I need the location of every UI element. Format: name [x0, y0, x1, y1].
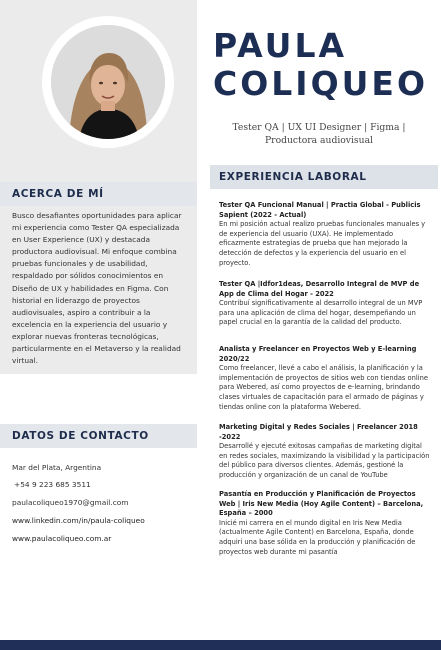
about-heading: ACERCA DE MÍ	[12, 188, 104, 200]
professional-title: Tester QA | UX UI Designer | Figma | Productora audiovisual	[232, 122, 406, 146]
footer-bar	[0, 640, 441, 650]
experience-heading-bar	[210, 165, 438, 189]
job-title: Marketing Digital y Redes Sociales | Freelancer 2018 -2022	[219, 423, 418, 441]
sidebar	[0, 0, 197, 640]
job-title: Tester QA |Idfor1deas, Desarrollo Integral de MVP de App de Clima del Hogar - 2022	[219, 280, 420, 298]
last-name: COLIQUEO	[213, 64, 429, 103]
portrait-illustration	[51, 25, 165, 139]
job-description: Contribuí significativamente al desarrollo integral de un MVP para una aplicación de clima del hogar, desempeñando un papel crucial en la garantía de la calidad del producto.	[219, 299, 423, 327]
main-content	[197, 0, 441, 640]
first-name: PAULA	[213, 26, 348, 65]
linkedin-link[interactable]: www.linkedin.com/in/paula-coliqueo	[12, 516, 145, 525]
avatar-frame	[42, 16, 174, 148]
job-entry	[219, 201, 431, 268]
contact-heading: DATOS DE CONTACTO	[12, 430, 149, 442]
contact-heading-bar	[0, 424, 197, 448]
website-link[interactable]: www.paulacoliqueo.com.ar	[12, 534, 112, 543]
about-heading-bar	[0, 182, 197, 206]
job-entry	[219, 280, 431, 328]
job-description: En mi posición actual realizo pruebas funcionales manuales y de experiencia del usuario (UXA). He implementado eficazmente estrategias de prueba que han mejorado la detección de defectos y la experiencia del usuario en el proyecto.	[219, 220, 426, 267]
contact-phone: +54 9 223 685 3511	[14, 480, 91, 489]
job-entry	[219, 345, 431, 412]
job-title: Pasantía en Producción y Planificación de Proyectos Web | Iris New Media (Hoy Agile Content) – Barcelona, España – 2000	[219, 490, 424, 518]
job-title: Analista y Freelancer en Proyectos Web y E-learning 2020/22	[219, 345, 417, 363]
job-description: Desarrollé y ejecuté exitosas campañas de marketing digital en redes sociales, maximizando la visibilidad y la participación del público para diversos clientes. Además, gestioné la producción y organización de un canal de YouTube	[219, 442, 430, 479]
job-entry	[219, 490, 431, 557]
job-entry	[219, 423, 431, 481]
job-description: Como freelancer, llevé a cabo el análisis, la planificación y la implementación de proyectos de sitios web con tiendas online para Webered, así como proyectos de e-learning, brindando clases virtuales de capacitación para el armado de páginas y tiendas online con la plataforma Webered.	[219, 364, 428, 411]
job-title: Tester QA Funcional Manual | Practia Global - Publicis Sapient (2022 - Actual)	[219, 201, 421, 219]
experience-heading: EXPERIENCIA LABORAL	[219, 171, 367, 183]
about-text: Busco desafiantes oportunidades para aplicar mi experiencia como Tester QA especializada en User Experience (UX) y destacada productora audiovisual. Mi enfoque combina pruebas funcionales y de usabilidad, respaldado por sólidos conocimientos en Diseño de UX y habilidades en Figma. Con historial en liderazgo de proyectos audiovisuales, aspiro a contribuir a la excelencia en la experiencia del usuario y explorar nuevas fronteras tecnológicas, particularmente en el Metaverso y la realidad virtual.	[12, 211, 182, 366]
avatar	[51, 25, 165, 139]
contact-email[interactable]: paulacoliqueo1970@gmail.com	[12, 498, 129, 507]
contact-location: Mar del Plata, Argentina	[12, 463, 102, 472]
job-description: Inicié mi carrera en el mundo digital en Iris New Media (actualmente Agile Content) en Barcelona, España, donde adquirí una base sólida en la producción y planificación de proyectos web durante mi pasantía	[219, 518, 416, 556]
photo-panel	[0, 0, 197, 176]
